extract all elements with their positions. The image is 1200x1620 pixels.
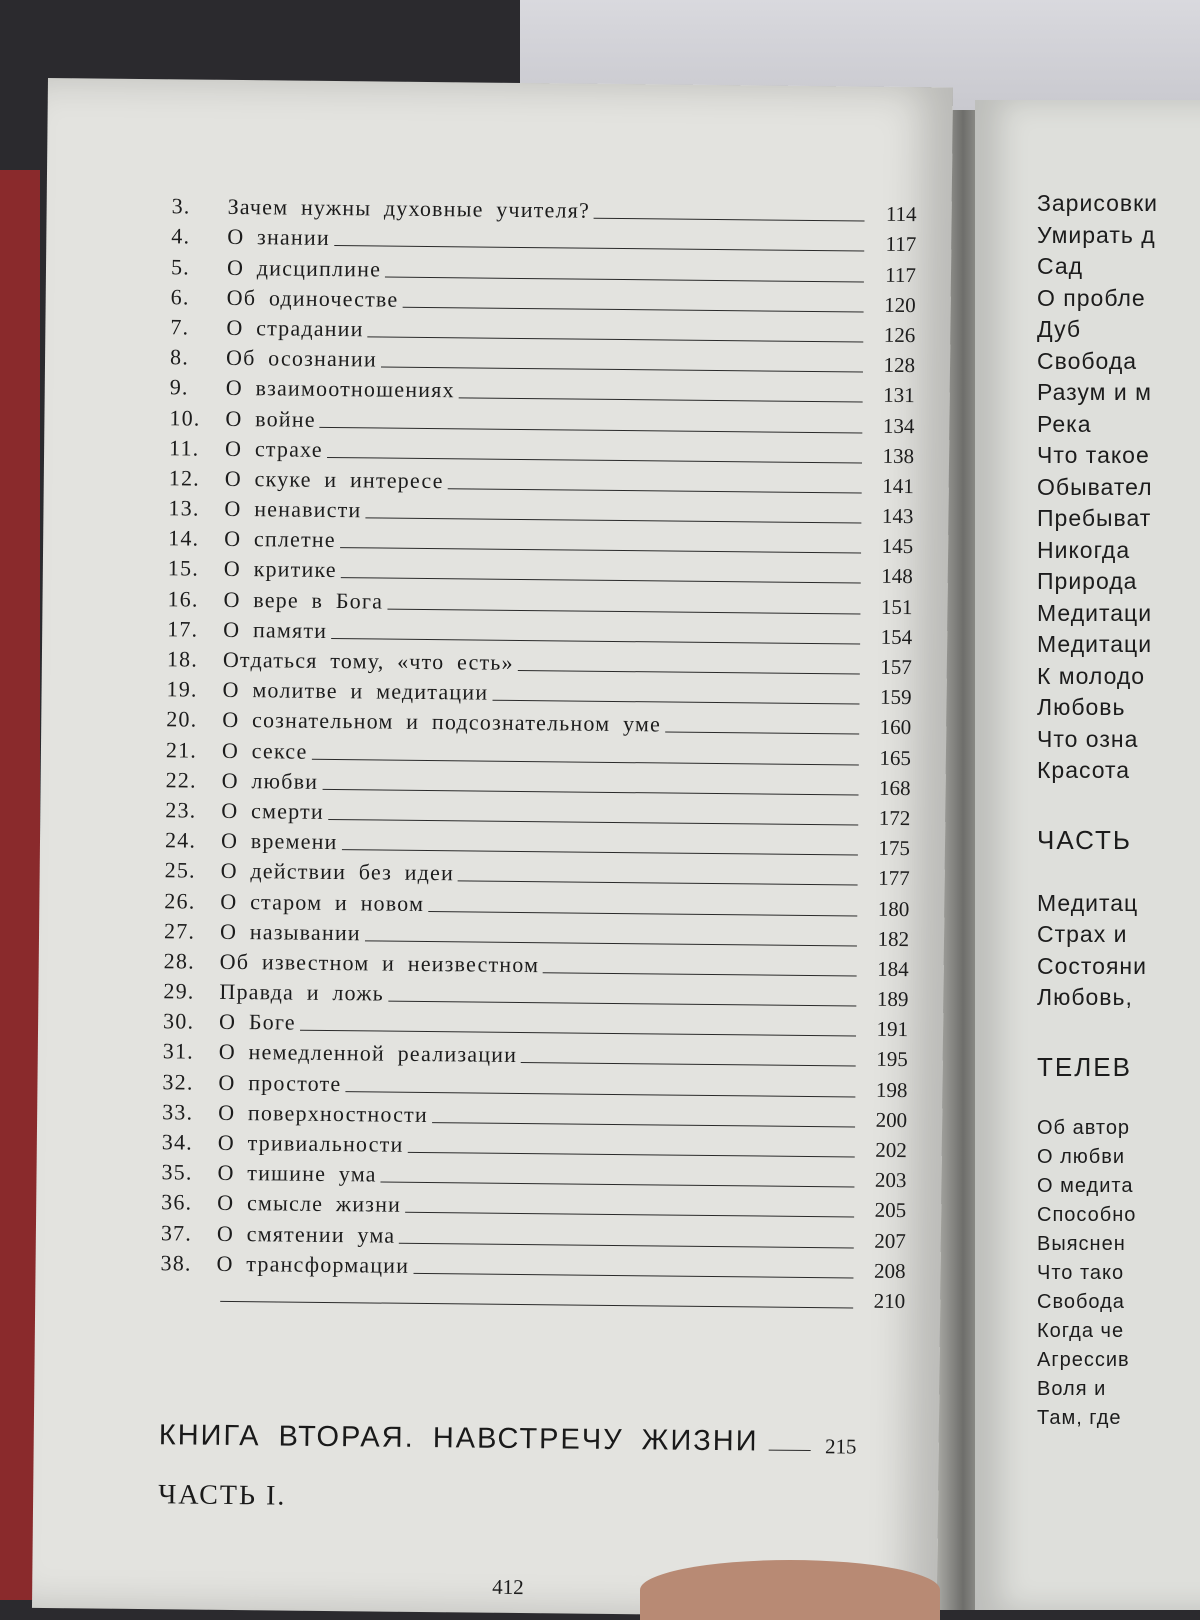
right-page-toc-item: Свобода <box>1037 347 1138 374</box>
toc-entry-number: 6. <box>170 284 190 310</box>
right-page-toc-item: Зарисовки <box>1037 190 1159 216</box>
toc-entry-number: 29. <box>163 978 195 1004</box>
toc-entry-page: 177 <box>878 866 910 891</box>
toc-entry-number: 33. <box>162 1099 194 1125</box>
toc-entry-page: 126 <box>883 322 916 348</box>
toc-entry-title: О поверхностности <box>218 1099 429 1127</box>
toc-entry-title: О трансформации <box>216 1250 410 1278</box>
toc-entry-page: 191 <box>876 1016 909 1042</box>
toc-entry-number: 15. <box>167 555 200 582</box>
page-number: 412 <box>492 1574 524 1600</box>
right-page-toc-item: Разум и м <box>1037 379 1152 405</box>
right-page-toc-item: Сад <box>1037 253 1084 279</box>
toc-entry-title: О старом и новом <box>220 888 425 916</box>
table-of-contents <box>160 189 917 1314</box>
toc-leader-line <box>342 849 858 855</box>
toc-entry-number: 36. <box>161 1189 193 1215</box>
toc-entry-number: 17. <box>167 616 199 642</box>
toc-entry-page: 210 <box>873 1288 906 1313</box>
toc-entry-title: Об осознании <box>225 345 378 372</box>
toc-leader-line <box>388 1001 856 1007</box>
toc-entry-page: 200 <box>875 1107 908 1132</box>
toc-entry-title: О назывании <box>219 918 361 946</box>
toc-entry-number: 28. <box>163 948 196 974</box>
toc-entry-page: 160 <box>879 715 912 740</box>
right-page-toc-item: Медитаци <box>1037 599 1153 626</box>
toc-leader-line <box>521 1062 856 1067</box>
book-two-title: КНИГА ВТОРАЯ. НАВСТРЕЧУ ЖИЗНИ <box>158 1419 759 1458</box>
toc-leader-line <box>381 367 863 373</box>
right-page-heading: ТЕЛЕВ <box>1037 1051 1132 1082</box>
right-page-toc-item: О любви <box>1037 1145 1126 1168</box>
toc-leader-line <box>220 1301 853 1309</box>
toc-entry-number: 5. <box>170 253 191 280</box>
toc-entry-page: 117 <box>885 262 917 287</box>
toc-leader-line <box>311 758 858 765</box>
toc-entry-page: 182 <box>877 926 910 951</box>
toc-entry-number: 18. <box>166 646 199 672</box>
right-page-toc-item: Свобода <box>1037 1290 1125 1313</box>
toc-leader-line <box>300 1030 856 1037</box>
toc-entry-page: 165 <box>879 745 912 770</box>
right-page-toc-item: Агрессив <box>1037 1348 1130 1371</box>
toc-entry-number: 9. <box>169 374 189 400</box>
toc-entry-page: 145 <box>881 534 914 559</box>
toc-entry-page: 117 <box>885 232 917 257</box>
toc-entry-title: О молитве и медитации <box>222 677 489 705</box>
toc-entry-title: О дисциплине <box>226 254 382 282</box>
toc-entry-title: О взаимоотношениях <box>225 375 455 403</box>
toc-entry-number: 37. <box>160 1219 193 1246</box>
toc-entry-page: 120 <box>884 292 916 317</box>
right-page-toc-item: Дуб <box>1037 316 1082 342</box>
toc-leader-line <box>518 670 860 675</box>
toc-entry-page: 131 <box>883 383 915 408</box>
right-page-toc-item: Любовь <box>1037 694 1126 720</box>
right-page <box>975 100 1200 1610</box>
toc-leader-line <box>365 940 857 946</box>
right-page-toc-item: Медитац <box>1037 889 1139 916</box>
toc-entry-number: 8. <box>169 344 190 370</box>
toc-entry-number: 35. <box>161 1159 193 1185</box>
toc-entry-title: О вере в Бога <box>223 586 384 614</box>
toc-entry-number: 10. <box>169 404 201 431</box>
toc-entry-number: 20. <box>166 706 198 732</box>
right-page-toc <box>1037 190 1200 1436</box>
toc-leader-line <box>365 517 861 523</box>
right-page-toc-item: Там, где <box>1037 1406 1122 1429</box>
toc-leader-line <box>345 1091 855 1097</box>
right-page-toc-item: Красота <box>1037 757 1131 783</box>
toc-entry-page: 208 <box>873 1258 906 1283</box>
toc-entry-page: 203 <box>874 1167 907 1193</box>
toc-leader-line <box>341 578 861 584</box>
right-page-toc-item: К молодо <box>1037 662 1146 689</box>
right-page-toc-item: Страх и <box>1037 921 1128 947</box>
toc-entry-title: О времени <box>220 827 338 855</box>
right-page-toc-item: Когда че <box>1037 1319 1125 1342</box>
toc-entry-page: 172 <box>878 805 911 831</box>
toc-entry-page: 180 <box>877 896 910 921</box>
toc-entry-number: 24. <box>164 827 197 853</box>
part-heading: ЧАСТЬ I. <box>158 1479 287 1512</box>
toc-leader-line <box>407 1152 854 1158</box>
right-page-toc-item: Что озна <box>1037 725 1139 752</box>
book-two-page: 215 <box>824 1434 857 1459</box>
toc-entry-title: О действии без идеи <box>220 858 455 886</box>
toc-entry-page: 189 <box>876 986 909 1012</box>
toc-entry-number: 4. <box>171 223 191 249</box>
toc-entry-number: 22. <box>165 767 197 793</box>
toc-leader-line <box>432 1122 855 1127</box>
toc-entry-page: 143 <box>881 503 914 529</box>
toc-entry-number: 12. <box>168 465 201 491</box>
toc-entry-page: 128 <box>883 352 916 378</box>
toc-entry-page: 202 <box>875 1137 907 1163</box>
toc-entry-number: 3. <box>171 193 191 219</box>
toc-entry-number <box>160 1306 216 1307</box>
toc-entry-title: О Боге <box>218 1009 296 1035</box>
toc-entry-title: О страдании <box>226 314 364 342</box>
toc-entry-page: 184 <box>877 956 909 981</box>
toc-entry-number: 13. <box>168 495 200 521</box>
toc-row <box>160 1276 905 1314</box>
toc-leader-line <box>665 732 859 735</box>
toc-leader-line <box>385 276 864 282</box>
toc-leader-line <box>320 426 863 433</box>
toc-entry-page: 151 <box>880 594 913 619</box>
toc-entry-page: 141 <box>882 473 914 498</box>
toc-leader-line <box>543 972 857 976</box>
right-page-toc-item: Воля и <box>1037 1377 1107 1400</box>
toc-leader-line <box>381 1182 855 1188</box>
toc-leader-line <box>331 638 860 645</box>
toc-entry-number: 26. <box>164 887 196 914</box>
toc-entry-page: 175 <box>878 835 911 861</box>
toc-leader-line <box>459 398 863 403</box>
toc-entry-number: 16. <box>167 585 199 612</box>
left-page <box>32 78 953 1617</box>
toc-entry-title: Отдаться тому, «что есть» <box>222 646 514 675</box>
toc-leader-line <box>413 1273 853 1279</box>
toc-entry-page: 195 <box>876 1047 908 1072</box>
toc-leader-line <box>368 336 864 342</box>
toc-entry-page: 205 <box>874 1198 907 1223</box>
toc-entry-title: О войне <box>225 405 316 432</box>
right-page-toc-item: О пробле <box>1037 284 1146 311</box>
toc-leader-line <box>328 819 858 826</box>
toc-entry-title: О памяти <box>223 616 328 643</box>
toc-entry-title: О простоте <box>218 1069 342 1096</box>
right-page-toc-item: Что тако <box>1037 1261 1125 1284</box>
toc-entry-title: О сознательном и подсознательном уме <box>222 707 662 737</box>
toc-entry-title: О смерти <box>221 797 325 824</box>
book-two-heading <box>159 1419 904 1460</box>
right-page-toc-item: Река <box>1037 410 1092 437</box>
right-page-toc-item: Любовь, <box>1037 984 1133 1010</box>
toc-entry-page: 157 <box>880 654 913 680</box>
toc-entry-title: О смысле жизни <box>217 1190 402 1218</box>
right-page-toc-item: Медитаци <box>1037 631 1153 657</box>
toc-leader-line <box>768 1450 810 1451</box>
toc-entry-title: О немедленной реализации <box>218 1039 518 1068</box>
toc-entry-number: 31. <box>162 1038 195 1065</box>
toc-entry-title: О смятении ума <box>216 1220 396 1248</box>
toc-entry-title: О любви <box>221 767 319 794</box>
toc-leader-line <box>399 1242 854 1248</box>
toc-entry-page: 168 <box>878 775 911 800</box>
toc-leader-line <box>405 1212 854 1218</box>
toc-entry-page: 114 <box>885 201 917 227</box>
toc-leader-line <box>458 881 858 886</box>
right-page-toc-item: Об автор <box>1037 1116 1131 1139</box>
toc-entry-number: 30. <box>163 1008 195 1034</box>
toc-entry-number: 34. <box>161 1129 194 1155</box>
toc-entry-number: 27. <box>163 917 196 944</box>
toc-leader-line <box>492 700 859 705</box>
toc-entry-number: 7. <box>170 314 190 340</box>
toc-leader-line <box>334 245 864 252</box>
right-page-toc-item: Состояни <box>1037 952 1147 979</box>
toc-entry-page: 159 <box>879 684 912 710</box>
toc-entry-title: О критике <box>223 556 337 583</box>
toc-entry-title: О ненависти <box>224 495 362 523</box>
toc-entry-title: О сплетне <box>224 526 336 553</box>
toc-leader-line <box>402 306 863 312</box>
toc-entry-title: Об одиночестве <box>226 284 399 312</box>
toc-entry-title: О сексе <box>221 737 308 764</box>
toc-entry-title: О скуке и интересе <box>224 465 444 494</box>
toc-leader-line <box>448 488 862 493</box>
toc-leader-line <box>428 911 857 916</box>
toc-entry-number: 38. <box>160 1249 192 1276</box>
toc-entry-page: 138 <box>882 443 915 468</box>
toc-entry-number: 25. <box>164 857 196 883</box>
right-page-toc-item: Природа <box>1037 568 1138 594</box>
toc-entry-number: 23. <box>165 797 197 823</box>
toc-entry-title: Зачем нужны духовные учителя? <box>227 194 591 223</box>
toc-entry-title: О страхе <box>225 435 323 462</box>
toc-entry-page: 154 <box>880 624 913 649</box>
toc-entry-title: О знании <box>227 224 331 251</box>
right-page-toc-item: Выяснен <box>1037 1232 1126 1255</box>
hand-edge <box>640 1560 940 1620</box>
right-page-toc-item: О медита <box>1037 1174 1134 1197</box>
toc-leader-line <box>387 608 860 614</box>
toc-entry-page: 198 <box>875 1077 908 1102</box>
right-page-toc-item: Пребыват <box>1037 505 1152 531</box>
toc-entry-title: О тишине ума <box>217 1160 377 1187</box>
right-page-toc-item: Умирать д <box>1037 221 1156 248</box>
right-page-toc-item: Что такое <box>1037 442 1150 468</box>
toc-entry-page: 134 <box>882 413 915 438</box>
toc-entry-number: 11. <box>169 434 200 461</box>
toc-entry-title: Правда и ложь <box>219 978 385 1006</box>
toc-leader-line <box>594 218 865 222</box>
toc-leader-line <box>322 789 858 796</box>
toc-entry-number: 19. <box>166 676 198 702</box>
toc-entry-page: 148 <box>881 564 913 589</box>
right-page-toc-item: Способно <box>1037 1203 1137 1226</box>
right-page-toc-item: Обывател <box>1037 473 1153 500</box>
toc-leader-line <box>327 457 862 464</box>
toc-entry-number: 21. <box>165 736 198 763</box>
right-page-heading: ЧАСТЬ <box>1037 824 1132 855</box>
toc-leader-line <box>340 547 861 553</box>
toc-entry-title: О тривиальности <box>217 1129 404 1157</box>
right-page-toc-item: Никогда <box>1037 536 1131 563</box>
toc-entry-number: 14. <box>168 525 200 551</box>
toc-entry-title: Об известном и неизвестном <box>219 948 540 978</box>
toc-entry-page: 207 <box>874 1228 906 1253</box>
toc-entry-number: 32. <box>162 1068 194 1095</box>
